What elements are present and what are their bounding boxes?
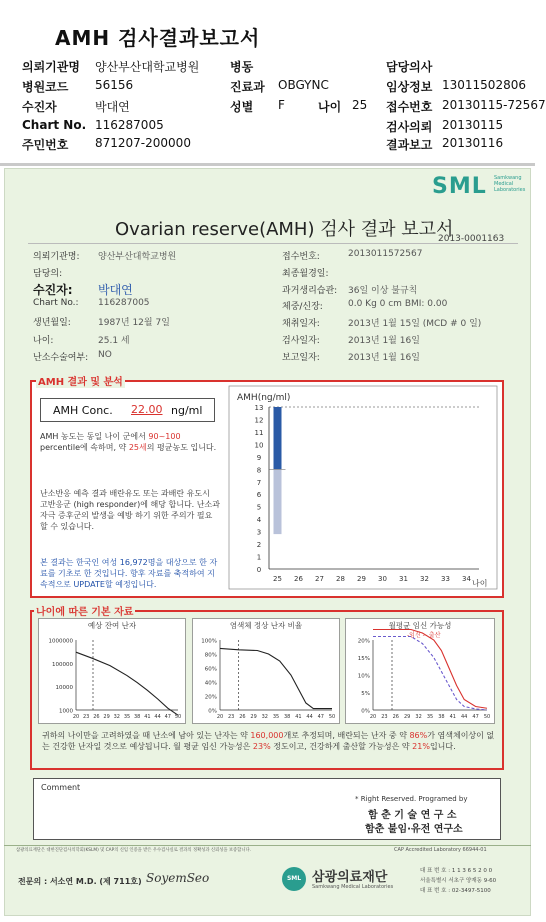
amh-bar-lower	[274, 469, 282, 534]
x-tick-label: 28	[336, 575, 345, 583]
header-right-4-value: 20130116	[442, 136, 504, 150]
mini-x-tick: 41	[144, 714, 151, 720]
report-left-3-label: Chart No.:	[33, 298, 79, 308]
y-tick-label: 0	[256, 566, 262, 574]
mini-y-tick: 0%	[361, 708, 370, 715]
report-left-6-label: 난소수술여부:	[33, 353, 89, 363]
amh-interpretation	[40, 431, 220, 453]
mini-x-tick: 35	[123, 714, 131, 720]
header-sex-label: 성별	[230, 100, 254, 114]
report-right-0-label: 접수번호:	[282, 252, 320, 262]
header-ward-label: 병동	[230, 60, 254, 74]
amh-data-note: 본 결과는 한국인 여성 16,972명을 대상으로 한 자료를 기초로 한 것입니다. 향후 자료를 축적하여 지속적으로 UPDATE할 예정입니다.	[40, 558, 218, 589]
report-right-2-label: 과거생리습관:	[282, 286, 338, 296]
footer-divider	[4, 845, 531, 846]
y-tick-label: 12	[254, 416, 264, 425]
header-field-4-value: 871207-200000	[95, 136, 191, 150]
specialist-label: 전문의 : 서소연 M.D. (제 711호)	[18, 877, 142, 886]
mini-x-tick: 38	[284, 714, 291, 720]
page-title: AMH 검사결과보고서	[55, 26, 261, 50]
report-left-6-value: NO	[98, 350, 112, 360]
mini-x-tick: 47	[164, 714, 171, 720]
mini-y-tick: 20%	[204, 694, 217, 701]
header-field-1-label: 병원코드	[22, 80, 69, 94]
header-field-0-label: 의뢰기관명	[22, 60, 80, 74]
report-right-5-label: 검사일자:	[282, 336, 320, 346]
amh-conc-box	[40, 398, 215, 422]
header-right-3-label: 검사의뢰	[386, 120, 433, 134]
mini-x-tick: 32	[113, 714, 120, 720]
mini-y-tick: 0%	[208, 708, 217, 715]
mini-x-tick: 41	[295, 714, 302, 720]
mini-x-tick: 20	[216, 714, 224, 720]
header-field-2-label: 수진자	[22, 100, 57, 114]
header-right-3-value: 20130115	[442, 118, 504, 132]
header-field-2-value: 박대연	[95, 100, 130, 114]
mini-x-tick: 26	[93, 714, 100, 720]
y-tick-label: 11	[254, 428, 264, 437]
mini-x-tick: 29	[250, 714, 257, 720]
mini-x-tick: 50	[174, 714, 182, 720]
header-dept-value: OBGYNC	[278, 78, 329, 92]
report-left-5-label: 나이:	[33, 336, 54, 346]
header-right-0-label: 담당의사	[386, 60, 433, 74]
summary-text-2: 개로 추정되며, 배란되는 난자 중 약	[283, 731, 407, 740]
signature: SoyemSeo	[146, 871, 210, 885]
report-right-1-label: 최종월경일:	[282, 269, 329, 279]
header-field-3-label: Chart No.	[22, 118, 87, 132]
mini-x-tick: 47	[317, 714, 324, 720]
amh-text-3: 의 평균농도 입니다.	[146, 443, 217, 452]
amh-percentile-range: 90~100	[148, 432, 181, 441]
mini-x-tick: 29	[404, 714, 411, 720]
report-left-2-value: 박대연	[98, 283, 133, 297]
mini-x-tick: 44	[461, 714, 468, 720]
header-right-4-label: 결과보고	[386, 138, 433, 152]
mini-y-tick: 100000	[52, 661, 73, 668]
chart-x-label: 나이	[472, 579, 488, 588]
header-right-2-label: 접수번호	[386, 100, 433, 114]
mini-x-tick: 50	[328, 714, 336, 720]
rights-text: * Right Reserved. Programed by	[355, 795, 468, 803]
mini-x-tick: 26	[239, 714, 246, 720]
header-sex-value: F	[278, 98, 285, 112]
contact-line-1: 대 표 번 호 : 1 1 3 6 5 2 0 0	[420, 868, 493, 874]
mini-y-tick: 10000	[55, 685, 73, 692]
summary-text-1: 귀하의 나이만을 고려하였을 때 난소에 남아 있는 난자는 약	[42, 731, 248, 740]
header-field-1-value: 56156	[95, 78, 134, 92]
mini-chart-normal-chromosome	[192, 618, 340, 724]
x-tick-label: 27	[315, 575, 324, 583]
y-tick-label: 1	[256, 553, 262, 562]
mini-x-tick: 35	[426, 714, 434, 720]
report-left-4-value: 1987년 12월 7일	[98, 318, 170, 328]
header-right-1-label: 임상정보	[386, 80, 433, 94]
sml-logo-subtitle: Samkwang Medical Laboratories	[494, 175, 526, 193]
y-tick-label: 13	[254, 404, 264, 412]
mini-y-tick: 40%	[204, 680, 217, 687]
x-tick-label: 26	[294, 575, 303, 583]
mini-chart-title: 월평균 임신 가능성	[388, 621, 452, 630]
amh-response-note: 난소반응 예측 결과 배란유도 또는 과배란 유도시 고반응군 (high responder)에 해당 합니다. 난소과자극 증후군의 발생을 예방 하기 위한 주의가 필요할 수 있습니다.	[40, 489, 220, 531]
x-tick-label: 25	[273, 575, 282, 583]
report-right-5-value: 2013년 1월 16일	[348, 336, 420, 346]
lab-name-1: 함 춘 기 술 연 구 소	[368, 810, 457, 821]
report-left-4-label: 생년월일:	[33, 318, 71, 328]
summary-text-5: 입니다.	[429, 742, 456, 751]
mini-x-tick: 32	[415, 714, 422, 720]
amh-text-1: AMH 농도는 동일 나이 군에서	[40, 432, 146, 441]
report-left-3-value: 116287005	[98, 298, 150, 308]
amh-conc-unit: ng/ml	[171, 404, 203, 417]
mini-chart-title: 염색체 정상 난자 비율	[229, 621, 303, 630]
age-section-title: 나이에 따른 기본 자료	[34, 603, 135, 618]
amh-conc-value: 22.00	[131, 403, 163, 416]
header-age-label: 나이	[318, 100, 342, 114]
header-field-4-label: 주민번호	[22, 138, 69, 152]
header-divider	[0, 163, 535, 166]
mini-y-tick: 1000000	[48, 638, 73, 645]
y-tick-label: 8	[256, 466, 262, 475]
foundation-name: 삼광의료재단	[312, 870, 388, 885]
report-left-0-label: 의뢰기관명:	[33, 252, 80, 262]
header-field-0-value: 양산부산대학교병원	[95, 60, 200, 74]
mini-x-tick: 23	[83, 714, 90, 720]
y-tick-label: 2	[256, 541, 262, 550]
summary-text-3: 가 염색체이상이 없는 건강한 난자일 것으로 예상됩니다. 월 평균 임신 가능성은	[42, 731, 495, 751]
mini-x-tick: 20	[72, 714, 80, 720]
y-tick-label: 5	[256, 503, 262, 512]
sml-logo: SML	[432, 174, 487, 199]
mini-x-tick: 20	[369, 714, 377, 720]
mini-x-tick: 29	[103, 714, 110, 720]
amh-equivalent-age: 25세	[128, 443, 147, 452]
amh-conc-label: AMH Conc.	[53, 404, 113, 417]
report-right-4-value: 2013년 1월 15일 (MCD # 0 일)	[348, 319, 482, 329]
amh-text-2: percentile에 속하며, 약	[40, 443, 127, 452]
mini-x-tick: 38	[438, 714, 445, 720]
report-left-0-value: 양산부산대학교병원	[98, 252, 177, 262]
report-right-6-value: 2013년 1월 16일	[348, 353, 420, 363]
chart-y-label: AMH(ng/ml)	[237, 393, 291, 403]
mini-x-tick: 44	[154, 714, 161, 720]
y-tick-label: 6	[256, 491, 262, 500]
foundation-logo-icon: SML	[282, 867, 306, 891]
lab-name-2: 함춘 불임·유전 연구소	[365, 824, 463, 835]
report-right-3-label: 체중/신장:	[282, 302, 323, 312]
mini-x-tick: 38	[134, 714, 141, 720]
mini-x-tick: 41	[449, 714, 456, 720]
mini-x-tick: 23	[381, 714, 388, 720]
mini-y-tick: 5%	[361, 691, 370, 697]
mini-x-tick: 26	[392, 714, 399, 720]
header-right-2-value: 20130115-72567	[442, 98, 546, 112]
x-tick-label: 34	[462, 575, 471, 583]
report-right-2-value: 36일 이상 불규칙	[348, 286, 418, 296]
report-right-0-value: 2013011572567	[348, 249, 423, 259]
header-age-value: 25	[352, 98, 368, 112]
mini-y-tick: 20%	[357, 638, 370, 645]
mini-chart-pregnancy-rate	[345, 618, 495, 724]
contact-line-3: 대 표 번 호 : 02-3497-5100	[420, 888, 491, 894]
mini-x-tick: 32	[261, 714, 268, 720]
report-title: Ovarian reserve(AMH) 검사 결과 보고서	[115, 219, 454, 240]
summary-text-4: 정도이고, 건강하게 출산할 가능성은 약	[273, 742, 410, 751]
mini-x-tick: 47	[472, 714, 479, 720]
y-tick-label: 7	[256, 478, 262, 487]
cap-accreditation: CAP Accredited Laboratory 66944-01	[394, 847, 487, 853]
header-right-1-value: 13011502806	[442, 78, 526, 92]
foundation-subtitle: Samkwang Medical Laboratories	[312, 884, 394, 890]
summary-normal-pct: 86%	[409, 731, 428, 740]
y-tick-label: 9	[256, 453, 262, 462]
x-tick-label: 31	[399, 575, 408, 583]
y-tick-label: 3	[256, 528, 262, 537]
age-summary-text	[42, 730, 497, 752]
y-tick-label: 4	[256, 516, 262, 525]
report-right-6-label: 보고일자:	[282, 353, 320, 363]
comment-label: Comment	[41, 783, 81, 792]
mini-y-tick: 1000	[59, 708, 73, 715]
mini-legend: -임신 -- 출산	[407, 632, 441, 639]
report-left-2-label: 수진자:	[33, 283, 73, 297]
mini-y-tick: 80%	[204, 652, 217, 659]
report-left-1-label: 담당의:	[33, 269, 63, 279]
mini-y-tick: 15%	[357, 656, 370, 662]
document-number: 2013-0001163	[438, 234, 505, 244]
x-tick-label: 33	[441, 575, 450, 583]
amh-section-title: AMH 결과 및 분석	[36, 373, 125, 388]
mini-x-tick: 23	[228, 714, 235, 720]
summary-birth-pct: 21%	[412, 742, 430, 751]
certification-text: 삼광의료재단은 대한진단검사의학회(KSLM) 및 CAP의 신임 인증을 받은 우수검사실로 결과의 정확성과 신뢰성을 보증합니다.	[16, 848, 252, 853]
mini-x-tick: 50	[483, 714, 491, 720]
mini-y-tick: 10%	[357, 673, 370, 680]
report-right-4-label: 채취일자:	[282, 319, 320, 329]
x-tick-label: 29	[357, 575, 366, 583]
summary-egg-count: 160,000	[250, 731, 284, 740]
contact-line-2: 서울특별시 서초구 양재동 9-60	[420, 878, 497, 884]
amh-bar-upper	[274, 407, 282, 469]
x-tick-label: 30	[378, 575, 387, 583]
x-tick-label: 32	[420, 575, 429, 583]
mini-x-tick: 44	[306, 714, 313, 720]
mini-x-tick: 35	[272, 714, 280, 720]
summary-pregnancy-pct: 23%	[252, 742, 271, 751]
mini-chart-remaining-eggs	[38, 618, 186, 724]
amh-age-chart	[229, 386, 497, 589]
report-right-3-value: 0.0 Kg 0 cm BMI: 0.00	[348, 299, 448, 309]
report-left-5-value: 25.1 세	[98, 336, 130, 346]
mini-y-tick: 100%	[201, 638, 217, 645]
header-field-3-value: 116287005	[95, 118, 164, 132]
y-tick-label: 10	[254, 441, 264, 450]
header-dept-label: 진료과	[230, 80, 265, 94]
mini-y-tick: 60%	[204, 666, 217, 673]
mini-chart-title: 예상 잔여 난자	[87, 621, 137, 630]
